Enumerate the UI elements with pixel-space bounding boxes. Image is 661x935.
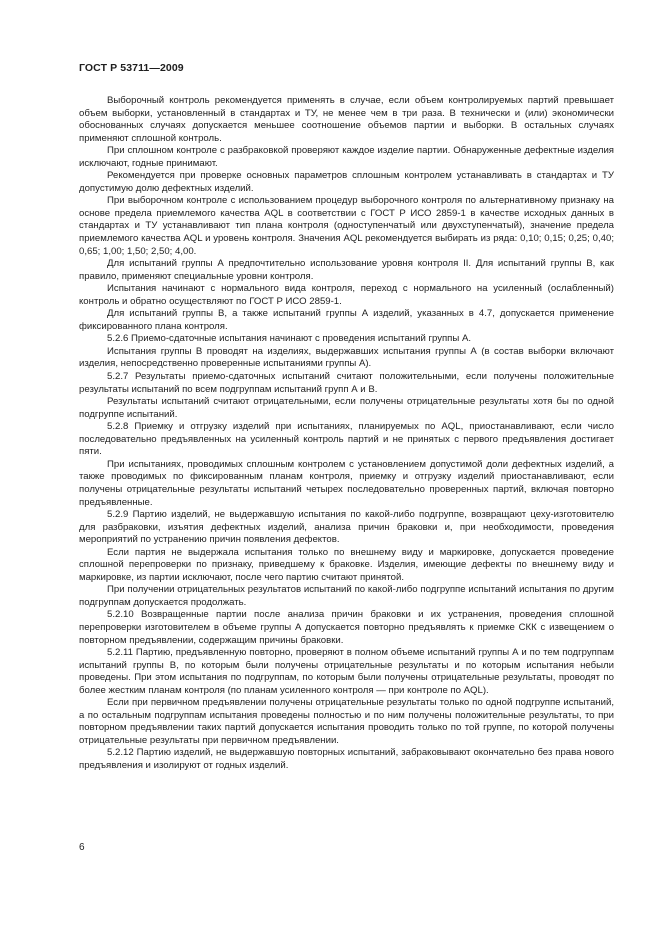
paragraph: 5.2.9 Партию изделий, не выдержавшую испытания по какой-либо подгруппе, возвращают цеху-изготовителю для разбраковки, изъятия дефектных изделий, анализа причин браковки и, при необходимости, проведения мероприятий по устранению причин появления дефектов. <box>79 509 614 546</box>
paragraph: Рекомендуется при проверке основных параметров сплошным контролем устанавливать в стандартах и ТУ допустимую долю дефектных изделий. <box>79 170 614 194</box>
paragraph: 5.2.8 Приемку и отгрузку изделий при испытаниях, планируемых по AQL, приостанавливают, если число последовательно предъявленных на усиленный контроль партий и не принятых с первого предъявления достигает пяти. <box>79 421 614 458</box>
paragraph: 5.2.10 Возвращенные партии после анализа причин браковки и их устранения, проведения сплошной перепроверки изготовителем в объеме группы А допускается повторно предъявлять к приемке СКК с извещением о повторном предъявлении, содержащим причины браковки. <box>79 609 614 646</box>
paragraph: Для испытаний группы В, а также испытаний группы А изделий, указанных в 4.7, допускается применение фиксированного плана контроля. <box>79 308 614 332</box>
paragraph: 5.2.12 Партию изделий, не выдержавшую повторных испытаний, забраковывают окончательно без права нового предъявления и изолируют от годных изделий. <box>79 747 614 771</box>
paragraph: При выборочном контроле с использованием процедур выборочного контроля по альтернативному признаку на основе предела приемлемого качества AQL в соответствии с ГОСТ Р ИСО 2859-1 в качестве исходных данных в стандартах и ТУ устанавливают тип плана контроля (одноступенчатый или двухступенчатый), значение предела приемлемого качества AQL и уровень контроля. Значения AQL рекомендуется выбирать из ряда: 0,10; 0,15; 0,25; 0,40; 0,65; 1,00; 1,50; 2,50; 4,00. <box>79 195 614 257</box>
paragraph: При испытаниях, проводимых сплошным контролем с установлением допустимой доли дефектных изделий, а также проводимых по фиксированным планам контроля, приемку и отгрузку изделий приостанавливают, если получены отрицательные результаты испытаний четырех последовательно проверенных партий, включая повторно предъявленные. <box>79 458 614 508</box>
standard-header: ГОСТ Р 53711—2009 <box>79 62 184 74</box>
paragraph: Результаты испытаний считают отрицательными, если получены отрицательные результаты хотя бы по одной подгруппе испытаний. <box>79 396 614 420</box>
page-number: 6 <box>79 842 85 853</box>
paragraph: Испытания начинают с нормального вида контроля, переход с нормального на усиленный (ослабленный) контроль и обратно осуществляют по ГОСТ Р ИСО 2859-1. <box>79 283 614 307</box>
paragraph: Выборочный контроль рекомендуется применять в случае, если объем контролируемых партий превышает объем выборки, установленный в стандартах и ТУ, не менее чем в три раза. В технически и (или) экономически обоснованных случаях допускается меньшее соотношение объемов партии и выборки. В остальных случаях применяют сплошной контроль. <box>79 95 614 144</box>
paragraph: При сплошном контроле с разбраковкой проверяют каждое изделие партии. Обнаруженные дефектные изделия исключают, годные принимают. <box>79 145 614 169</box>
paragraph: Испытания группы В проводят на изделиях, выдержавших испытания группы А (в состав выборки включают изделия, непосредственно проверенные испытаниями группы А). <box>79 345 614 370</box>
paragraph: Если при первичном предъявлении получены отрицательные результаты только по одной подгруппе испытаний, а по остальным подгруппам испытания проведены полностью и по ним получены положительные результаты, то при повторном предъявлении таких партий допускается испытания проводить только по той группе, по которой получены отрицательные результаты при первичном предъявлении. <box>79 697 614 746</box>
paragraph: 5.2.6 Приемо-сдаточные испытания начинают с проведения испытаний группы А. <box>107 333 472 345</box>
paragraph: 5.2.7 Результаты приемо-сдаточных испытаний считают положительными, если получены положительные результаты испытаний по всем подгруппам испытаний групп А и В. <box>79 371 614 395</box>
paragraph: Для испытаний группы А предпочтительно использование уровня контроля II. Для испытаний группы В, как правило, применяют специальные уровни контроля. <box>79 258 614 282</box>
body-text <box>79 95 614 773</box>
paragraph: 5.2.11 Партию, предъявленную повторно, проверяют в полном объеме испытаний группы А и по тем подгруппам испытаний группы В, по которым были получены отрицательные результаты и по которым испытания небыли проведены. При этом испытания по подгруппам, по которым были получены отрицательные результаты, проводят по более жестким планам контроля (по планам усиленного контроля — при контроле по AQL). <box>79 647 614 696</box>
paragraph: При получении отрицательных результатов испытаний по какой-либо подгруппе испытаний испытания по другим подгруппам допускается продолжать. <box>79 584 614 608</box>
paragraph: Если партия не выдержала испытания только по внешнему виду и маркировке, допускается проведение сплошной перепроверки по признаку, приведшему к браковке. Изделия, имеющие дефекты по внешнему виду и маркировке, из партии исключают, после чего партию считают принятой. <box>79 546 614 583</box>
